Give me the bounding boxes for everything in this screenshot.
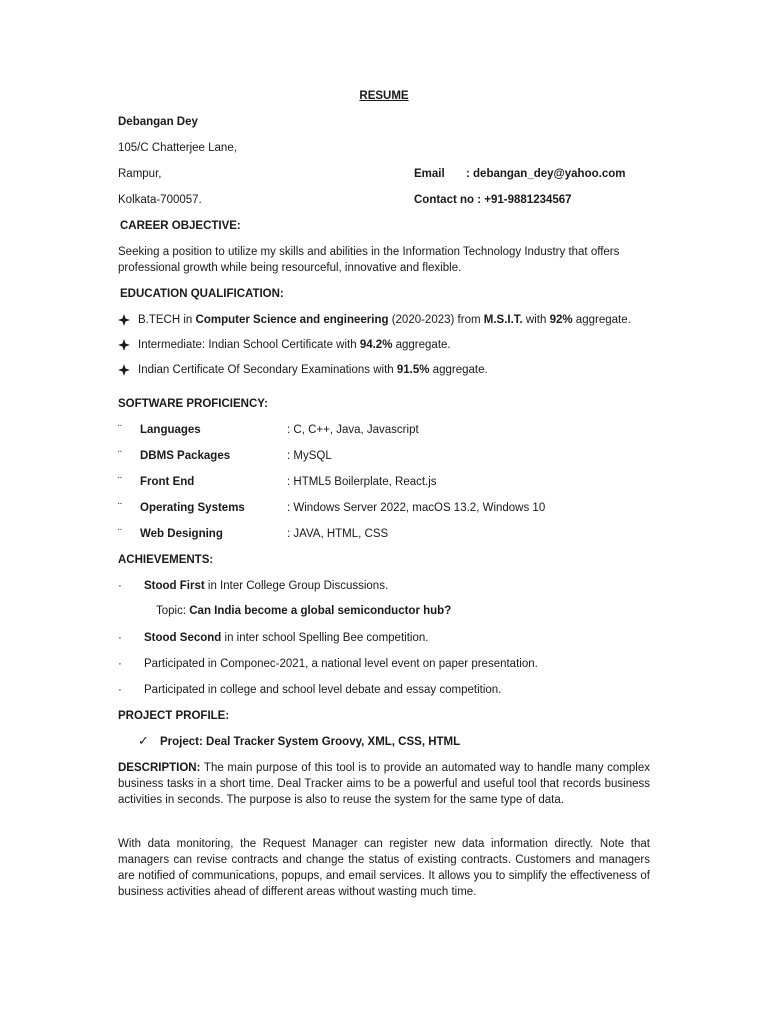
- text-run: (2020-2023) from: [388, 314, 484, 326]
- email-value: : debangan_dey@yahoo.com: [466, 168, 626, 180]
- achievement-text: in Inter College Group Discussions.: [204, 580, 389, 592]
- achievement-item: Participated in college and school level debate and essay competition.: [144, 684, 502, 696]
- project-heading: PROJECT PROFILE:: [118, 710, 230, 722]
- diamond-bullet-icon: [118, 364, 130, 376]
- achievements-heading: ACHIEVEMENTS:: [118, 554, 214, 566]
- software-marker: ¨: [118, 528, 122, 540]
- address-line-1: 105/C Chatterjee Lane,: [118, 142, 237, 154]
- achievement-marker: ·: [118, 632, 122, 644]
- address-line-2: Rampur,: [118, 168, 162, 180]
- achievement-topic: [156, 603, 451, 619]
- contact-number: Contact no : +91-9881234567: [414, 194, 572, 206]
- achievement-bold: Stood Second: [144, 632, 222, 644]
- topic-label: Topic:: [156, 605, 190, 617]
- software-label: Front End: [140, 476, 195, 488]
- career-objective-heading: CAREER OBJECTIVE:: [120, 220, 241, 232]
- text-run: aggregate.: [392, 339, 451, 351]
- description-label: DESCRIPTION:: [118, 762, 201, 774]
- software-label: Operating Systems: [140, 502, 245, 514]
- text-run: aggregate.: [572, 314, 631, 326]
- education-text: [138, 339, 451, 351]
- achievement-bold: Stood First: [144, 580, 205, 592]
- text-run: with: [522, 314, 550, 326]
- topic-text: Can India become a global semiconductor hub?: [189, 605, 452, 617]
- bold-run: M.S.I.T.: [483, 314, 523, 326]
- achievement-marker: ·: [118, 580, 122, 592]
- education-text: [138, 364, 488, 376]
- education-item: [118, 312, 631, 328]
- achievement-marker: ·: [118, 684, 122, 696]
- software-marker: ¨: [118, 476, 122, 488]
- software-value: : Windows Server 2022, macOS 13.2, Windows 10: [287, 502, 546, 514]
- software-label: Languages: [140, 424, 201, 436]
- resume-title: RESUME: [359, 90, 409, 102]
- software-heading: SOFTWARE PROFICIENCY:: [118, 398, 268, 410]
- diamond-bullet-icon: [118, 314, 130, 326]
- achievement-item: Participated in Componec-2021, a national level event on paper presentation.: [144, 658, 538, 670]
- description-text: The main purpose of this tool is to provide an automated way to handle many complex business tasks in a short time. Deal Tracker aims to be a powerful and useful tool that records business activities in seconds. The purpose is also to reuse the system for the same type of data.: [118, 762, 650, 806]
- text-run: Intermediate: Indian School Certificate with: [138, 339, 360, 351]
- software-marker: ¨: [118, 424, 122, 436]
- diamond-bullet-icon: [118, 339, 130, 351]
- software-marker: ¨: [118, 502, 122, 514]
- address-line-3: Kolkata-700057.: [118, 194, 202, 206]
- achievement-item: [144, 630, 428, 646]
- software-marker: ¨: [118, 450, 122, 462]
- bold-run: 91.5%: [396, 364, 430, 376]
- text-run: B.TECH in: [138, 314, 196, 326]
- candidate-name: Debangan Dey: [118, 116, 198, 128]
- software-value: : C, C++, Java, Javascript: [287, 424, 419, 436]
- software-value: : MySQL: [287, 450, 332, 462]
- education-heading: EDUCATION QUALIFICATION:: [120, 288, 284, 300]
- software-value: : JAVA, HTML, CSS: [287, 528, 389, 540]
- text-run: Indian Certificate Of Secondary Examinations with: [138, 364, 397, 376]
- text-run: aggregate.: [429, 364, 488, 376]
- checkmark-icon: ✓: [138, 733, 149, 748]
- bold-run: 92%: [549, 314, 573, 326]
- software-label: DBMS Packages: [140, 450, 231, 462]
- education-item: [118, 337, 451, 353]
- project-paragraph-2: With data monitoring, the Request Manager can register new data information directly. Note that managers can revise contracts and change the status of existing contracts. Customers and managers are notified of communications, popups, and email services. It allows you to simplify the effectiveness of business activities ahead of different areas without wasting much time.: [118, 838, 650, 898]
- bold-run: Computer Science and engineering: [195, 314, 389, 326]
- achievement-item: [144, 578, 388, 594]
- software-value: : HTML5 Boilerplate, React.js: [287, 476, 437, 488]
- project-name: Project: Deal Tracker System Groovy, XML, CSS, HTML: [160, 736, 461, 748]
- software-label: Web Designing: [140, 528, 223, 540]
- bold-run: 94.2%: [359, 339, 393, 351]
- email-label: Email: [414, 168, 445, 180]
- education-text: [138, 314, 631, 326]
- achievement-marker: ·: [118, 658, 122, 670]
- achievement-text: in inter school Spelling Bee competition.: [221, 632, 429, 644]
- career-objective-text: Seeking a position to utilize my skills and abilities in the Information Technology Industry that offers professional growth while being resourceful, innovative and flexible.: [118, 246, 620, 274]
- project-description: [118, 760, 650, 808]
- education-item: [118, 362, 488, 378]
